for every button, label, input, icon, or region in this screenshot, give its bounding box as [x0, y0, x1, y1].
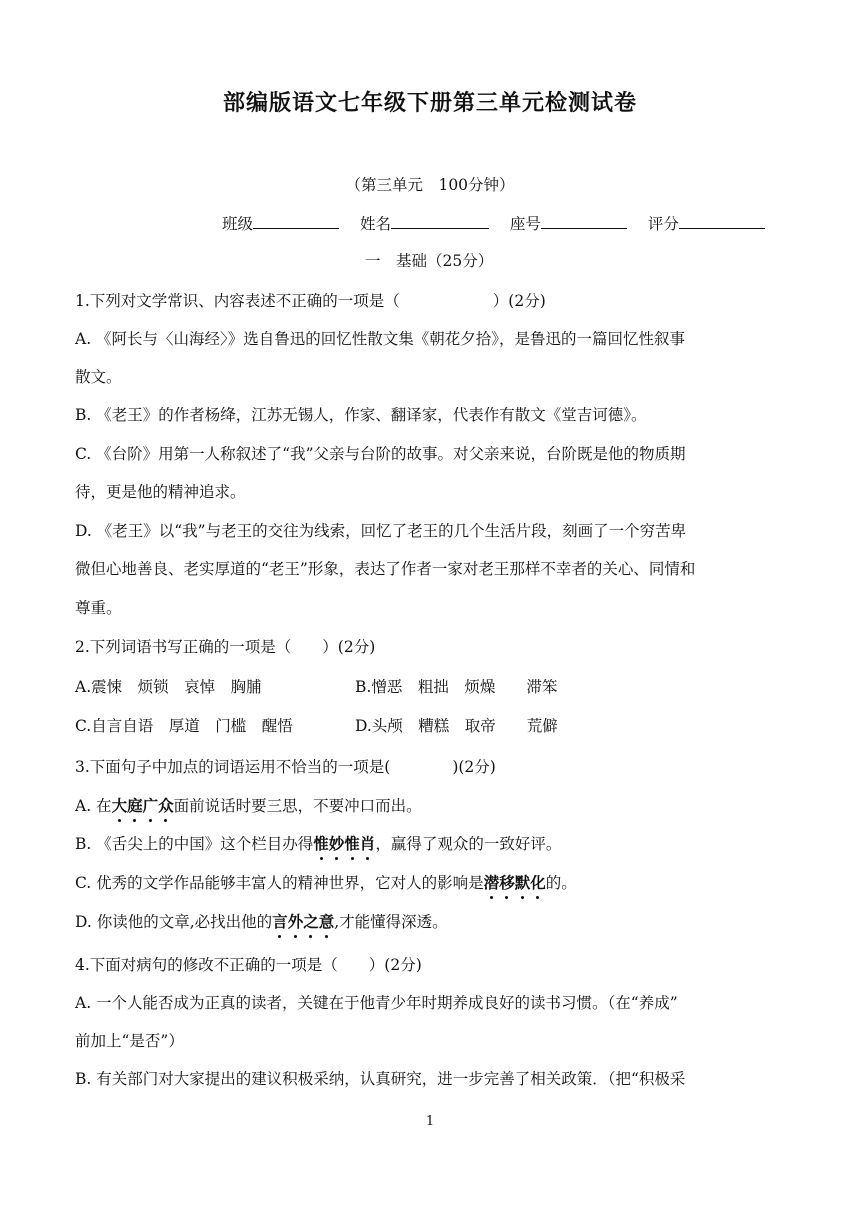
- dotted-char: 大: [111, 796, 128, 815]
- score-label: 评分: [647, 215, 679, 233]
- question-3-option-b: [75, 833, 790, 855]
- option-text: A. 在: [75, 797, 112, 815]
- question-2-option-b: B.憎恶 粗拙 烦燥 滞笨: [355, 678, 558, 696]
- option-text: 的。: [545, 874, 577, 892]
- option-text: ,才能懂得深透。: [334, 913, 448, 931]
- dotted-word: [313, 835, 375, 853]
- question-2-option-a: A.震悚 烦锁 哀悼 胸脯: [75, 678, 262, 696]
- name-label: 姓名: [359, 215, 391, 233]
- dotted-char: 默: [514, 873, 531, 892]
- name-blank: [391, 212, 489, 229]
- question-1-option-d-cont2: 尊重。: [75, 599, 122, 617]
- question-2-option-d: D.头颅 糟糕 取帝 荒僻: [355, 717, 558, 735]
- dotted-char: 惟: [313, 834, 329, 853]
- class-blank: [253, 212, 339, 229]
- question-2-option-c: C.自言自语 厚道 门槛 醒悟: [75, 717, 293, 735]
- dotted-char: 惟: [344, 834, 360, 853]
- question-1-option-b: B. 《老王》的作者杨绛，江苏无锡人，作家、翻译家，代表作有散文《堂吉诃德》。: [75, 406, 647, 424]
- exam-title: 部编版语文七年级下册第三单元检测试卷: [222, 91, 637, 116]
- question-1-option-c-cont: 待，更是他的精神追求。: [75, 483, 246, 501]
- question-4-stem: 4.下面对病句的修改不正确的一项是（ ）(2分): [75, 956, 422, 974]
- question-1-option-d-cont: 微但心地善良、老实厚道的“老王”形象，表达了作者一家对老王那样不幸者的关心、同情和: [75, 560, 696, 578]
- dotted-char: 化: [530, 873, 546, 892]
- question-1-option-c: C. 《台阶》用第一人称叙述了“我”父亲与台阶的故事。对父亲来说，台阶既是他的物质期: [75, 445, 686, 463]
- class-label: 班级: [222, 215, 254, 233]
- question-1-stem: 1.下列对文学常识、内容表述不正确的一项是（ ）(2分): [75, 292, 546, 310]
- dotted-char: 广: [142, 796, 159, 815]
- dotted-char: 众: [158, 796, 174, 815]
- option-text: D. 你读他的文章,必找出他的: [75, 913, 273, 931]
- question-3-option-d: [75, 911, 790, 933]
- option-text: C. 优秀的文学作品能够丰富人的精神世界，它对人的影响是: [75, 874, 484, 892]
- dotted-char: 庭: [127, 796, 143, 815]
- section-heading-basics: 一 基础（25分）: [365, 252, 494, 270]
- question-4-option-a-cont: 前加上“是否”）: [75, 1032, 184, 1050]
- dotted-char: 之: [303, 912, 319, 931]
- question-4-option-b: B. 有关部门对大家提出的建议积极采纳，认真研究，进一步完善了相关政策．（把“积极采: [75, 1070, 686, 1088]
- option-text: ，赢得了观众的一致好评。: [375, 835, 562, 853]
- question-2-stem: 2.下列词语书写正确的一项是（ ）(2分): [75, 638, 376, 656]
- option-text: B. 《舌尖上的中国》这个栏目办得: [75, 835, 314, 853]
- student-info-row: [222, 212, 860, 235]
- question-2-options-row1: [75, 676, 790, 698]
- question-3-option-a: [75, 795, 790, 817]
- question-1-option-a: A. 《阿长与〈山海经〉》选自鲁迅的回忆性散文集《朝花夕拾》，是鲁迅的一篇回忆性叙事: [75, 330, 686, 348]
- page-number: 1: [425, 1114, 435, 1129]
- dotted-char: 移: [499, 873, 515, 892]
- score-blank: [679, 212, 765, 229]
- seat-label: 座号: [509, 215, 541, 233]
- question-2-options-row2: [75, 715, 790, 737]
- dotted-char: 肖: [359, 834, 376, 853]
- dotted-char: 潜: [483, 873, 500, 892]
- question-3-option-c: [75, 872, 790, 894]
- seat-blank: [541, 212, 627, 229]
- dotted-word: [484, 874, 546, 892]
- dotted-word: [112, 797, 174, 815]
- dotted-char: 意: [318, 912, 335, 931]
- option-text: 面前说话时要三思，不要冲口而出。: [173, 797, 422, 815]
- question-4-option-a: A. 一个人能否成为正真的读者，关键在于他青少年时期养成良好的读书习惯。（在“养成”: [75, 994, 678, 1012]
- question-3-stem: 3.下面句子中加点的词语运用不恰当的一项是( )(2分): [75, 758, 496, 776]
- exam-subtitle: （第三单元 100分钟）: [345, 176, 515, 194]
- dotted-char: 妙: [328, 834, 345, 853]
- dotted-char: 言: [272, 912, 288, 931]
- dotted-word: [272, 913, 334, 931]
- dotted-char: 外: [287, 912, 304, 931]
- question-1-option-d: D. 《老王》以“我”与老王的交往为线索，回忆了老王的几个生活片段，刻画了一个穷苦卑: [75, 522, 687, 540]
- question-1-option-a-cont: 散文。: [75, 368, 122, 386]
